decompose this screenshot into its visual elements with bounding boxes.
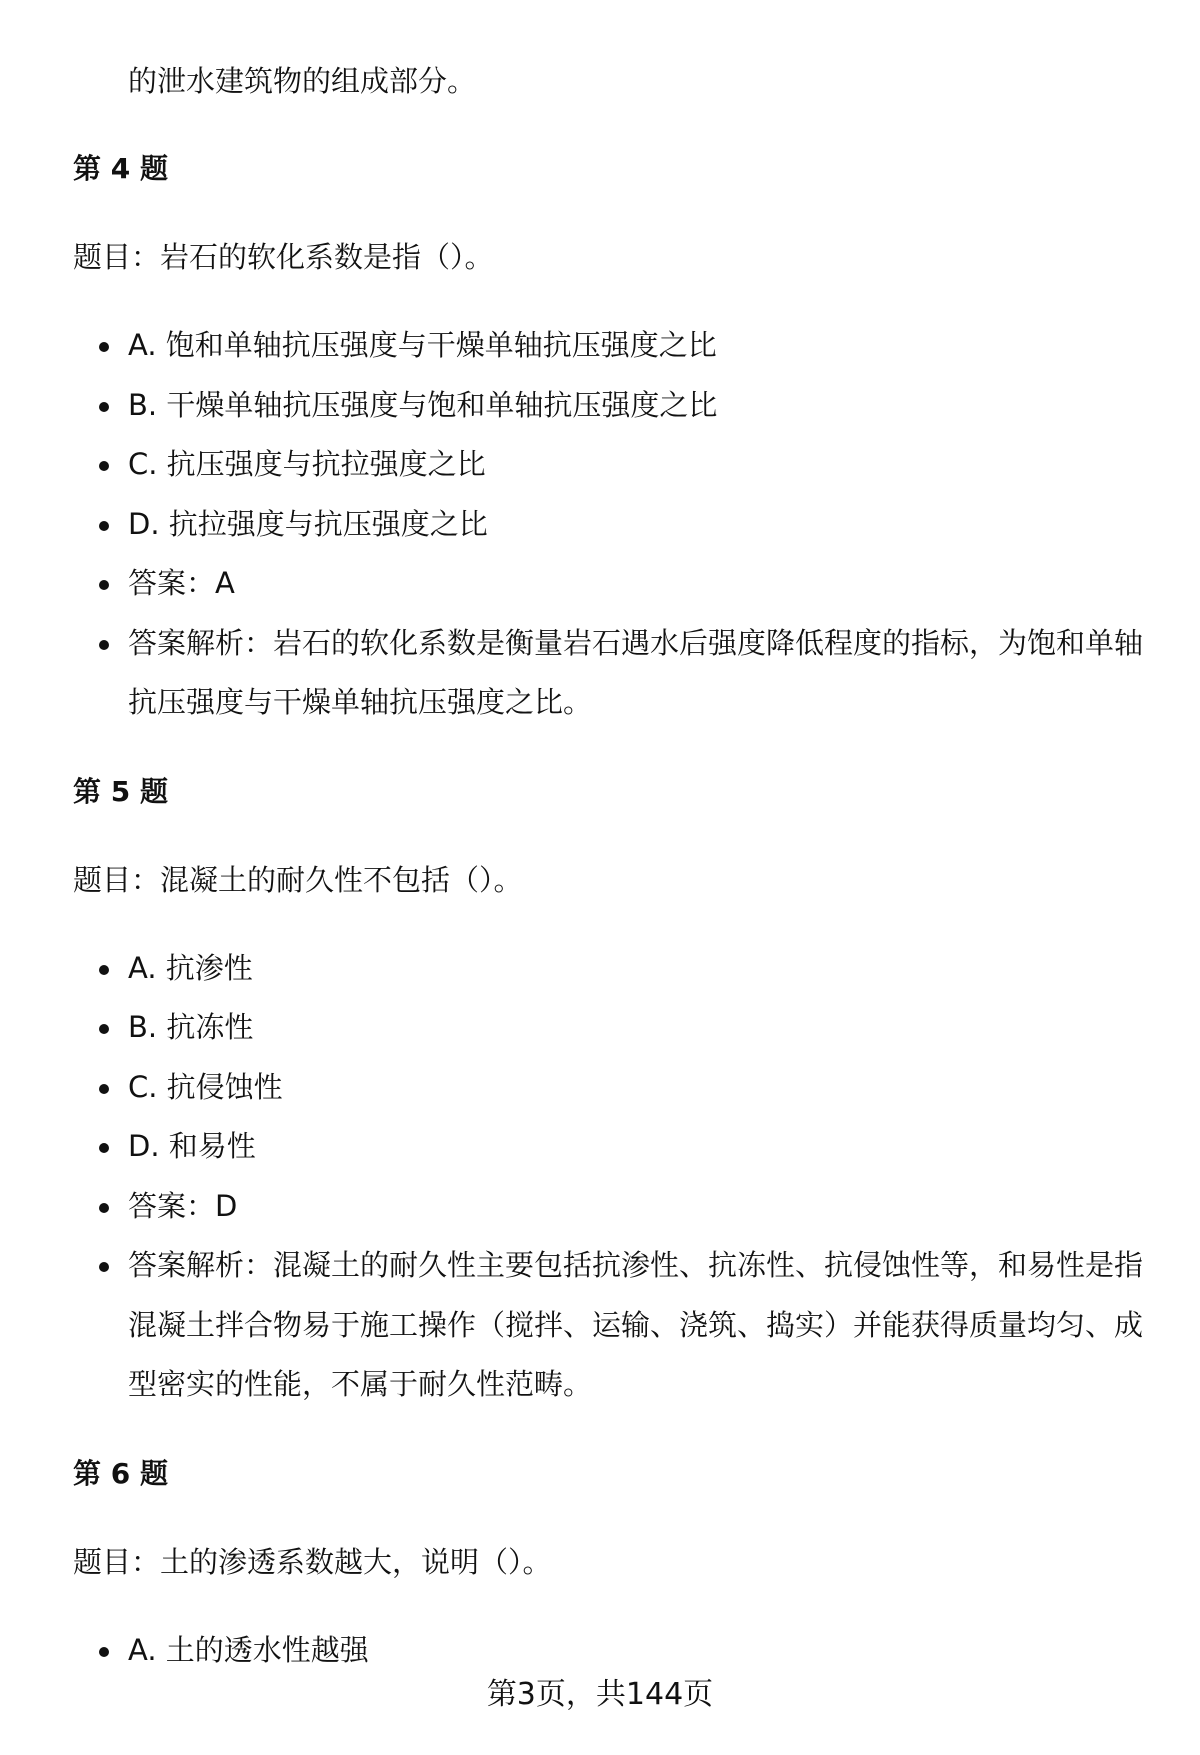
answer-text: 答案：D	[128, 1188, 238, 1223]
explanation-text: 答案解析：混凝土的耐久性主要包括抗渗性、抗冻性、抗侵蚀性等，和易性是指混凝土拌合物易于施工操作（搅拌、运输、浇筑、捣实）并能获得质量均匀、成型密实的性能，不属于耐久性范畴。	[128, 1248, 1144, 1401]
bullet-icon	[99, 580, 109, 590]
option-a	[73, 939, 1153, 999]
option-b	[73, 998, 1153, 1058]
bullet-icon	[99, 1203, 109, 1213]
bullet-icon	[99, 1647, 109, 1657]
bullet-icon	[99, 1262, 109, 1272]
question-5	[73, 763, 1153, 1415]
carryover-text: 的泄水建筑物的组成部分。	[128, 64, 477, 98]
bullet-icon	[99, 640, 109, 650]
question-4	[73, 140, 1153, 733]
option-text: C. 抗压强度与抗拉强度之比	[128, 447, 486, 481]
option-text: D. 和易性	[128, 1129, 256, 1163]
bullet-icon	[99, 342, 109, 352]
option-text: A. 土的透水性越强	[128, 1632, 369, 1667]
option-text: A. 抗渗性	[128, 950, 253, 985]
bullet-icon	[99, 1084, 109, 1094]
question-prompt: 题目：岩石的软化系数是指（）。	[73, 240, 494, 274]
option-text: B. 干燥单轴抗压强度与饱和单轴抗压强度之比	[128, 387, 718, 422]
question-6	[73, 1445, 1153, 1681]
explanation	[73, 614, 1153, 733]
question-prompt: 题目：土的渗透系数越大，说明（）。	[73, 1544, 552, 1579]
answer	[73, 1177, 1153, 1237]
bullet-icon	[99, 965, 109, 975]
option-text: A. 饱和单轴抗压强度与干燥单轴抗压强度之比	[128, 328, 717, 362]
bullet-icon	[99, 402, 109, 412]
page-content	[73, 52, 1153, 1680]
option-list	[73, 316, 1153, 733]
question-heading: 第 4 题	[73, 152, 168, 185]
option-a	[73, 316, 1153, 376]
answer-text: 答案：A	[128, 566, 235, 600]
explanation-text: 答案解析：岩石的软化系数是衡量岩石遇水后强度降低程度的指标，为饱和单轴抗压强度与干燥单轴抗压强度之比。	[128, 625, 1144, 719]
option-b	[73, 376, 1153, 436]
option-d	[73, 495, 1153, 555]
option-text: B. 抗冻性	[128, 1010, 254, 1044]
page-footer: 第3页，共144页	[486, 1677, 714, 1712]
question-heading: 第 5 题	[73, 774, 168, 808]
bullet-icon	[99, 521, 109, 531]
bullet-icon	[99, 461, 109, 471]
bullet-icon	[99, 1024, 109, 1034]
option-d	[73, 1117, 1153, 1177]
question-heading: 第 6 题	[73, 1456, 168, 1490]
bullet-icon	[99, 1143, 109, 1153]
option-c	[73, 1058, 1153, 1118]
option-text: D. 抗拉强度与抗压强度之比	[128, 506, 488, 541]
explanation	[73, 1236, 1153, 1415]
option-text: C. 抗侵蚀性	[128, 1069, 283, 1104]
answer	[73, 554, 1153, 614]
option-list	[73, 939, 1153, 1415]
question-prompt: 题目：混凝土的耐久性不包括（）。	[73, 862, 523, 897]
option-c	[73, 435, 1153, 495]
